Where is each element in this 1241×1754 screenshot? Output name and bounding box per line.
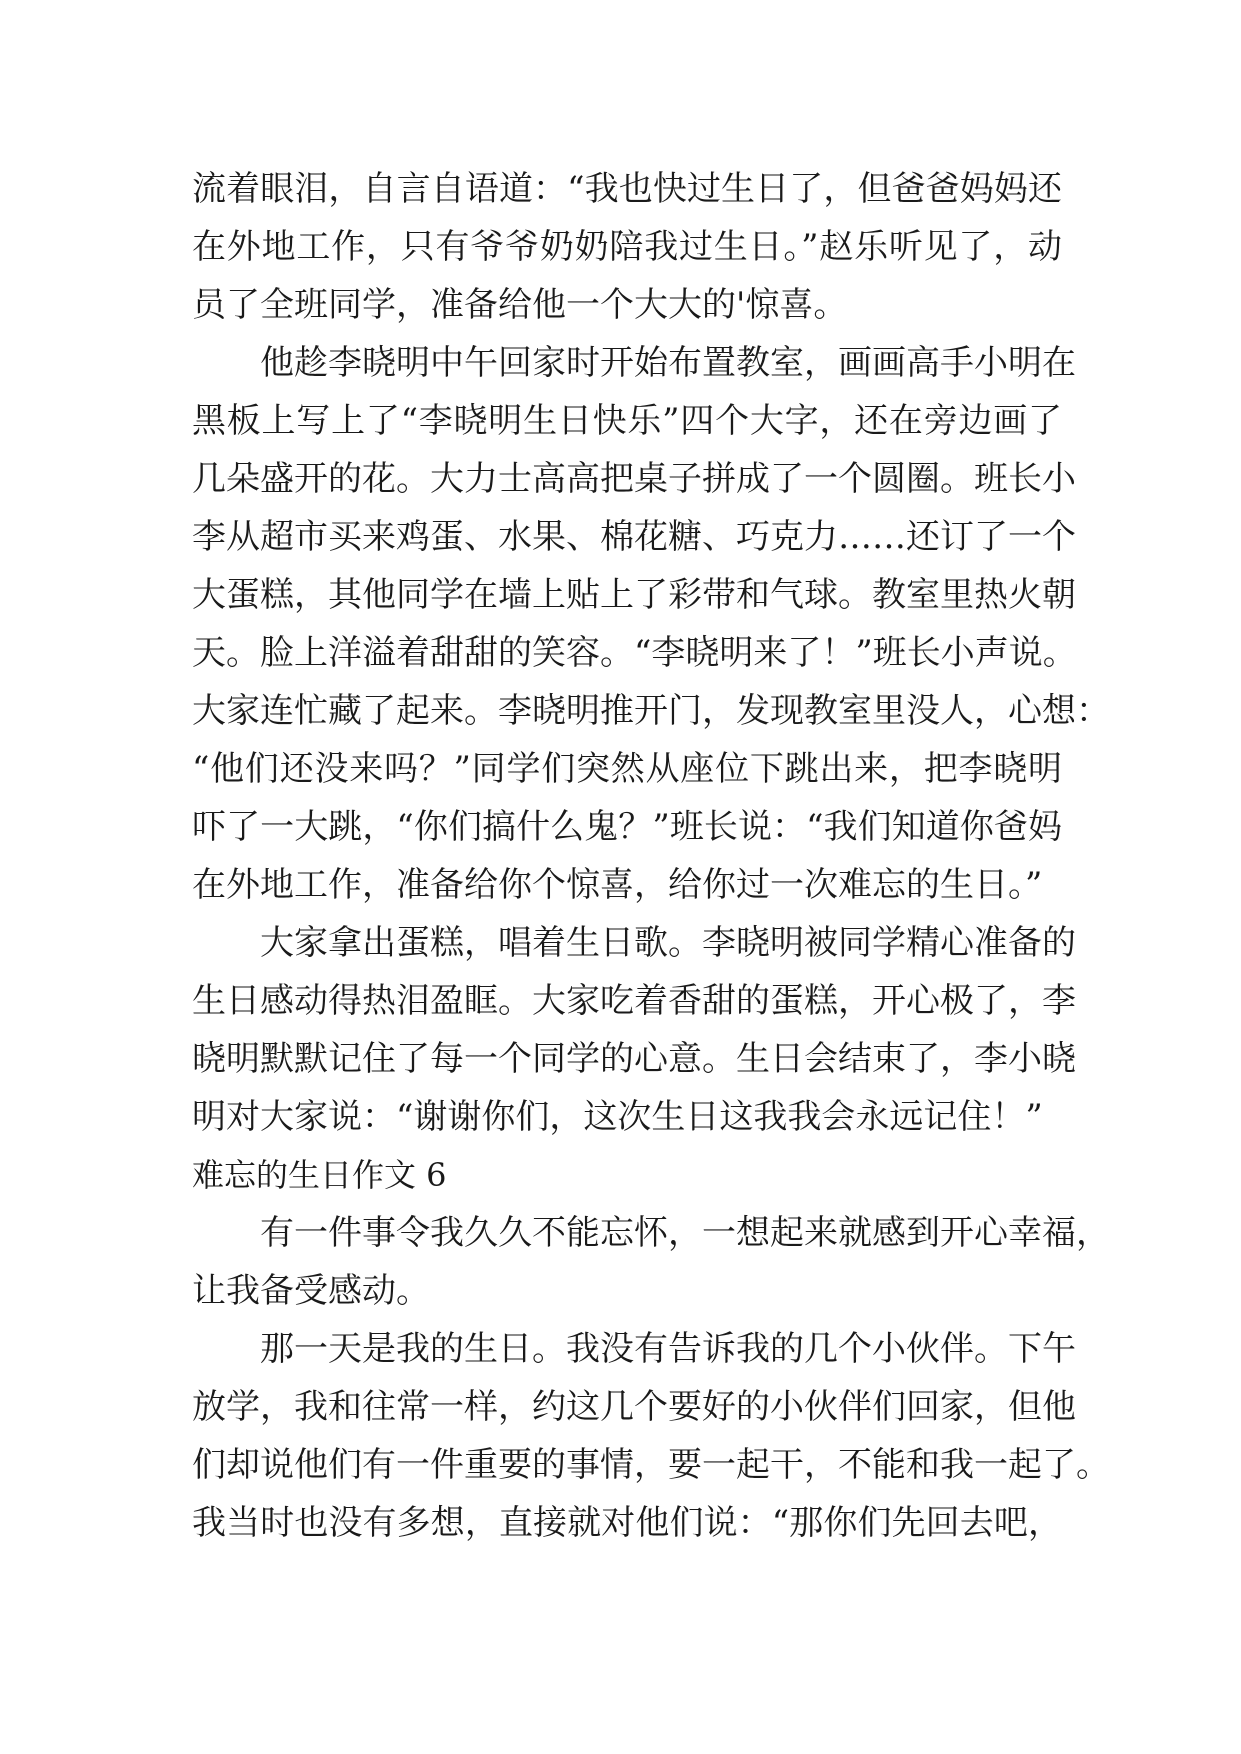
paragraph-first-line: 有一件事令我久久不能忘怀，一想起来就感到开心幸福，: [260, 1213, 1110, 1253]
text-line: 天。脸上洋溢着甜甜的笑容。“李晓明来了！”班长小声说。: [192, 633, 1077, 673]
text-line: 明对大家说：“谢谢你们，这次生日这我我会永远记住！”: [192, 1097, 1043, 1137]
text-line: 我当时也没有多想，直接就对他们说：“那你们先回去吧，: [192, 1503, 1062, 1543]
text-line: 吓了一大跳，“你们搞什么鬼？”班长说：“我们知道你爸妈: [192, 807, 1062, 847]
text-line: 几朵盛开的花。大力士高高把桌子拼成了一个圆圈。班长小: [192, 459, 1076, 499]
text-line: 大蛋糕，其他同学在墙上贴上了彩带和气球。教室里热火朝: [192, 575, 1076, 615]
section-heading: 难忘的生日作文 6: [192, 1156, 447, 1194]
text-line: “他们还没来吗？”同学们突然从座位下跳出来，把李晓明: [192, 749, 1062, 789]
text-line: 晓明默默记住了每一个同学的心意。生日会结束了，李小晓: [192, 1039, 1076, 1079]
paragraph-first-line: 大家拿出蛋糕，唱着生日歌。李晓明被同学精心准备的: [260, 923, 1076, 963]
text-line: 让我备受感动。: [192, 1271, 430, 1311]
text-line: 放学，我和往常一样，约这几个要好的小伙伴们回家，但他: [192, 1387, 1076, 1427]
text-line: 员了全班同学，准备给他一个大大的'惊喜。: [192, 285, 848, 325]
text-line: 在外地工作，准备给你个惊喜，给你过一次难忘的生日。”: [192, 865, 1043, 905]
text-line: 大家连忙藏了起来。李晓明推开门，发现教室里没人，心想：: [192, 691, 1110, 731]
text-line: 黑板上写上了“李晓明生日快乐”四个大字，还在旁边画了: [192, 401, 1062, 441]
paragraph-first-line: 那一天是我的生日。我没有告诉我的几个小伙伴。下午: [260, 1329, 1076, 1369]
text-line: 生日感动得热泪盈眶。大家吃着香甜的蛋糕，开心极了，李: [192, 981, 1076, 1021]
text-line: 李从超市买来鸡蛋、水果、棉花糖、巧克力……还订了一个: [192, 517, 1076, 557]
paragraph-first-line: 他趁李晓明中午回家时开始布置教室，画画高手小明在: [260, 343, 1076, 383]
text-line: 们却说他们有一件重要的事情，要一起干，不能和我一起了。: [192, 1445, 1110, 1485]
document-page: [192, 160, 1110, 1552]
text-line: 流着眼泪，自言自语道：“我也快过生日了，但爸爸妈妈还: [192, 169, 1062, 209]
text-line: 在外地工作，只有爷爷奶奶陪我过生日。”赵乐听见了，动: [192, 227, 1062, 267]
